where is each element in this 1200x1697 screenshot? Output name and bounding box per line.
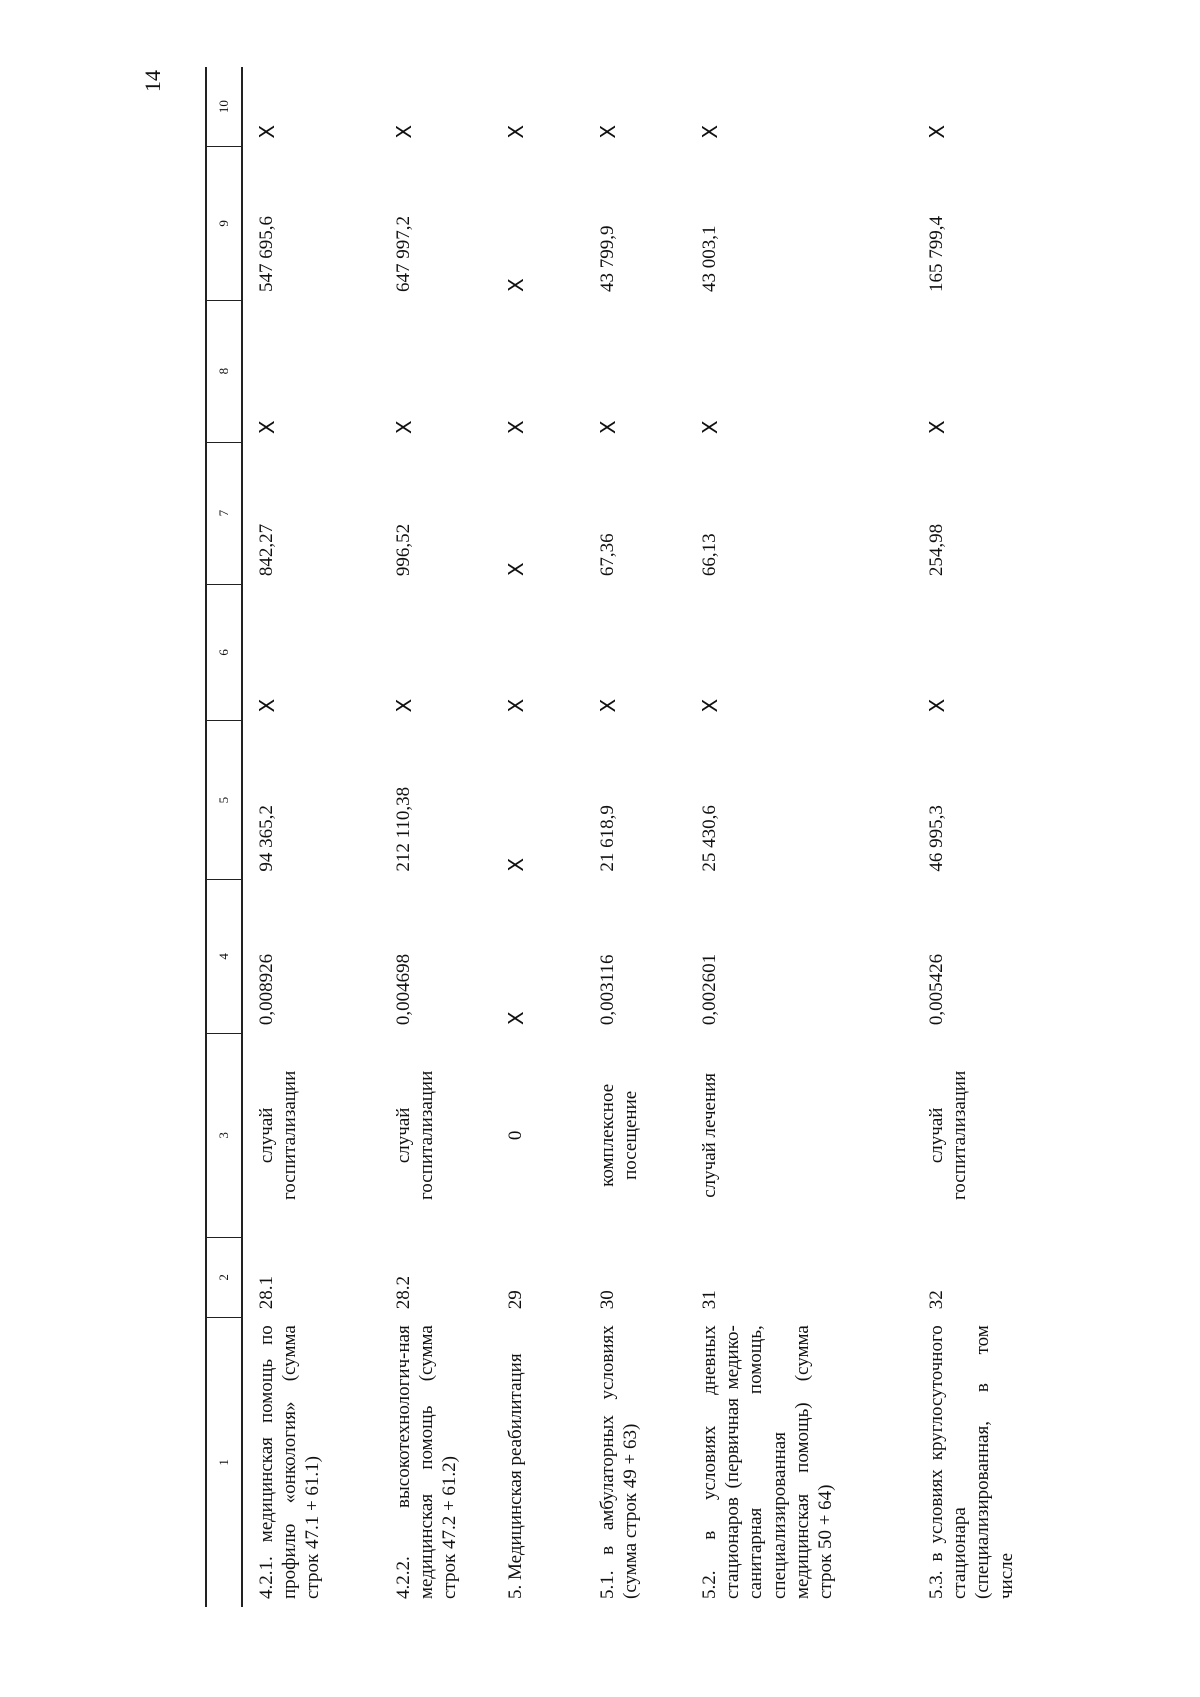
table-row — [584, 67, 686, 1607]
table-cell-col-8: Х — [255, 420, 279, 435]
table-body — [242, 67, 1075, 1607]
table-cell-col-4: 0,004698 — [393, 953, 414, 1026]
table-cell-col-4: 0,003116 — [597, 954, 618, 1026]
column-header-5: 5 — [206, 721, 242, 880]
table-cell-col-6: Х — [255, 698, 279, 713]
data-table — [205, 67, 1075, 1607]
table-cell-col-6: Х — [698, 698, 722, 713]
table-cell-col-8: Х — [925, 420, 949, 435]
table-cell-col-9: Х — [504, 278, 528, 293]
table-cell-col-7: Х — [504, 562, 528, 577]
table-cell-col-5: 21 618,9 — [597, 805, 618, 872]
table-cell-col-4: 0,002601 — [699, 953, 720, 1026]
table-cell-col-10: Х — [392, 124, 416, 139]
table-cell-col-5: 25 430,6 — [699, 805, 720, 872]
table-cell-col-4: 0,008926 — [256, 953, 277, 1026]
table-header — [206, 67, 242, 1607]
column-header-2: 2 — [206, 1238, 242, 1318]
table-cell-col-2: 28.1 — [256, 1275, 277, 1310]
table-cell-col-9: 43 799,9 — [597, 225, 618, 293]
table-cell-col-1: 4.2.2. высокотехнологич-ная медицинская помощь (сумма строк 47.2 + 61.2) — [393, 1325, 461, 1599]
table-cell-col-3: случай госпитализации — [393, 1070, 438, 1201]
table-cell-col-3: случай госпитализации — [256, 1070, 301, 1201]
column-header-9: 9 — [206, 147, 242, 300]
table-cell-col-8: Х — [596, 420, 620, 435]
table-cell-col-5: 212 110,38 — [393, 786, 414, 872]
column-header-4: 4 — [206, 880, 242, 1033]
table-cell-col-6: Х — [596, 698, 620, 713]
table-cell-col-1: 5.1. в амбулаторных условиях (сумма строк 49 + 63) — [597, 1325, 642, 1599]
table-cell-col-1: 5. Медицинская реабилитация — [505, 1353, 526, 1599]
table-cell-col-7: 842,27 — [256, 523, 277, 577]
table-cell-col-7: 67,36 — [597, 533, 618, 577]
table-cell-col-2: 32 — [926, 1290, 947, 1310]
table-cell-col-10: Х — [925, 124, 949, 139]
table-cell-col-2: 28.2 — [393, 1275, 414, 1310]
table-row — [380, 67, 492, 1607]
table-cell-col-3: случай лечения — [699, 1072, 720, 1198]
header-row — [206, 67, 242, 1607]
table-row — [492, 67, 584, 1607]
column-header-6: 6 — [206, 584, 242, 720]
table-cell-col-7: 254,98 — [926, 523, 947, 577]
table-cell-col-3: комплексное посещение — [597, 1083, 642, 1187]
table-cell-col-7: 996,52 — [393, 523, 414, 577]
column-header-3: 3 — [206, 1033, 242, 1238]
table-cell-col-2: 29 — [505, 1290, 526, 1310]
table-row — [913, 67, 1075, 1607]
table-cell-col-5: 94 365,2 — [256, 805, 277, 872]
table-cell-col-10: Х — [596, 124, 620, 139]
table-cell-col-6: Х — [504, 698, 528, 713]
column-header-1: 1 — [206, 1317, 242, 1607]
column-header-8: 8 — [206, 300, 242, 442]
table-cell-col-8: Х — [698, 420, 722, 435]
table-cell-col-1: 5.3. в условиях круглосуточного стационара (специализированная, в том числе — [926, 1325, 1017, 1599]
table-row — [242, 67, 380, 1607]
table-cell-col-9: 647 997,2 — [393, 216, 414, 293]
table-cell-col-7: 66,13 — [699, 533, 720, 577]
table-cell-col-5: Х — [504, 857, 528, 872]
table-cell-col-9: 43 003,1 — [699, 225, 720, 293]
table-cell-col-2: 31 — [699, 1290, 720, 1310]
table-cell-col-8: Х — [504, 420, 528, 435]
table-cell-col-2: 30 — [597, 1290, 618, 1310]
table-row — [686, 67, 913, 1607]
table-cell-col-6: Х — [925, 698, 949, 713]
column-header-7: 7 — [206, 442, 242, 584]
table-cell-col-9: 547 695,6 — [256, 216, 277, 293]
table-cell-col-10: Х — [698, 124, 722, 139]
table-cell-col-8: Х — [392, 420, 416, 435]
table-cell-col-3: случай госпитализации — [926, 1070, 971, 1201]
page-number: 14 — [140, 70, 165, 92]
table-cell-col-6: Х — [392, 698, 416, 713]
table-cell-col-10: Х — [255, 124, 279, 139]
table-cell-col-1: 5.2. в условиях дневных стационаров (первичная медико-санитарная помощь, специализированная медицинская помощь) (сумма строк 50 + 64) — [699, 1325, 836, 1599]
table-cell-col-10: Х — [504, 124, 528, 139]
table-cell-col-5: 46 995,3 — [926, 805, 947, 872]
table-cell-col-4: Х — [504, 1011, 528, 1026]
column-header-10: 10 — [206, 67, 242, 147]
table-cell-col-1: 4.2.1. медицинская помощь по профилю «онкология» (сумма строк 47.1 + 61.1) — [256, 1325, 324, 1599]
table-cell-col-3: 0 — [505, 1130, 526, 1141]
table-cell-col-9: 165 799,4 — [926, 216, 947, 293]
rotated-table-container — [205, 67, 1017, 1607]
table-cell-col-4: 0,005426 — [926, 953, 947, 1026]
